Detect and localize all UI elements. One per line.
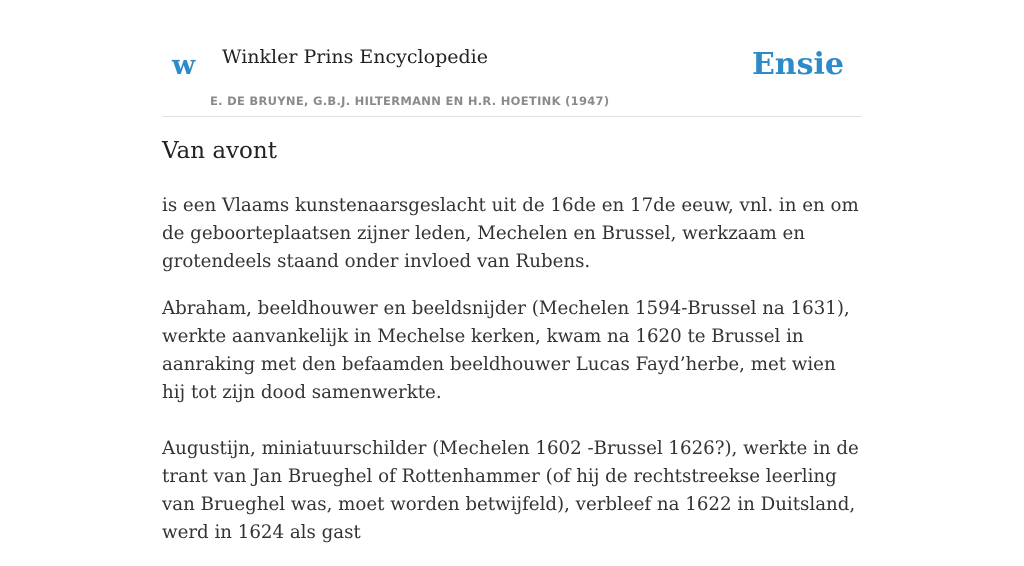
publication-title: Winkler Prins Encyclopedie	[222, 46, 488, 68]
article-body	[162, 192, 862, 566]
article-paragraph: Abraham, beeldhouwer en beeldsnijder (Mechelen 1594-Brussel na 1631), werkte aanvankelijk in Mechelse kerken, kwam na 1620 te Brussel in aanraking met den befaamden beeldhouwer Lucas Fayd’herbe, met wien hij tot zijn dood samenwerkte.	[162, 298, 850, 403]
article-title: Van avont	[162, 138, 277, 164]
site-header	[162, 0, 862, 117]
article-paragraph: is een Vlaams kunstenaarsgeslacht uit de 16de en 17de eeuw, vnl. in en om de geboorteplaatsen zijner leden, Mechelen en Brussel, werkzaam en grotendeels staand onder invloed van Rubens.	[162, 195, 859, 272]
publication-authors: E. DE BRUYNE, G.B.J. HILTERMANN EN H.R. HOETINK (1947)	[210, 94, 610, 108]
ensie-brand-link[interactable]: Ensie	[751, 47, 844, 82]
winkler-prins-logo[interactable]: w	[172, 50, 196, 81]
article-paragraph: Augustijn, miniatuurschilder (Mechelen 1602 -Brussel 1626?), werkte in de trant van Jan Brueghel of Rottenhammer (of hij de rechtstreekse leerling van Brueghel was, moet worden betwijfeld), verbleef na 1622 in Duitsland, werd in 1624 als gast	[162, 438, 859, 543]
